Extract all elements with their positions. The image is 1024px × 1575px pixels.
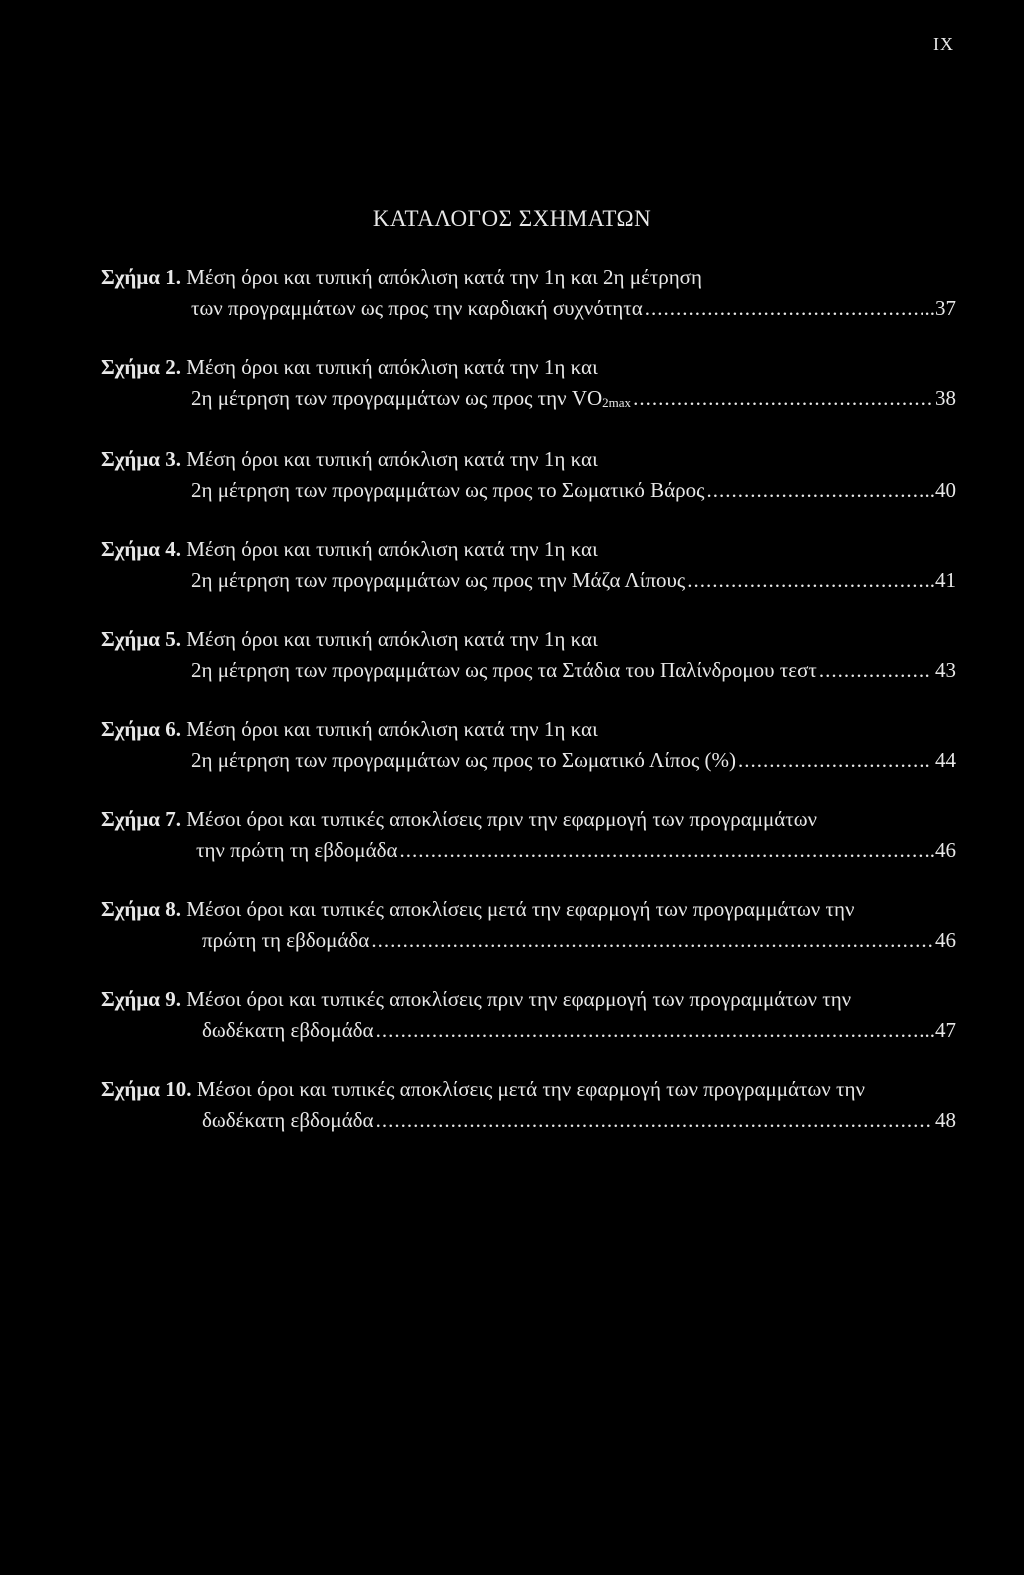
figure-label: Σχήμα 5.	[101, 627, 181, 651]
page-ref: 46	[935, 928, 956, 952]
figure-entry-4	[101, 534, 956, 596]
page-ref: ..41	[924, 568, 956, 592]
figure-caption-line2: 2η μέτρηση των προγραμμάτων ως προς το Σωματικό Λίπος (%)	[191, 748, 736, 772]
figure-entry-8	[101, 894, 956, 956]
dot-leader	[376, 1015, 918, 1046]
figure-caption-line2: πρώτη τη εβδομάδα	[202, 928, 370, 952]
figure-label: Σχήμα 10.	[101, 1077, 192, 1101]
figure-caption-line2: των προγραμμάτων ως προς την καρδιακή συχνότητα	[191, 296, 643, 320]
dot-leader	[645, 293, 923, 324]
dot-leader	[738, 745, 923, 776]
figure-caption-line1: Μέσοι όροι και τυπικές αποκλίσεις πριν την εφαρμογή των προγραμμάτων	[186, 807, 818, 831]
figure-entry-3	[101, 444, 956, 506]
figure-entry-5	[101, 624, 956, 686]
page-ref: . 43	[924, 658, 956, 682]
page-ref: ..46	[924, 838, 956, 862]
figure-caption-line1: Μέσοι όροι και τυπικές αποκλίσεις μετά την εφαρμογή των προγραμμάτων την	[196, 1077, 865, 1101]
page-number: IX	[933, 34, 954, 54]
figure-caption-line1: Μέση όροι και τυπική απόκλιση κατά την 1η και	[186, 447, 598, 471]
figure-caption-line1: Μέσοι όροι και τυπικές αποκλίσεις πριν την εφαρμογή των προγραμμάτων την	[186, 987, 852, 1011]
page-ref: ..37	[924, 296, 956, 320]
page-ref: 48	[935, 1108, 956, 1132]
figure-label: Σχήμα 9.	[101, 987, 181, 1011]
figure-caption-line1: Μέση όροι και τυπική απόκλιση κατά την 1η και	[186, 537, 598, 561]
dot-leader	[399, 835, 922, 866]
figure-caption-line1: Μέσοι όροι και τυπικές αποκλίσεις μετά την εφαρμογή των προγραμμάτων την	[186, 897, 855, 921]
figure-caption-line2: 2η μέτρηση των προγραμμάτων ως προς τα Στάδια του Παλίνδρομου τεστ	[191, 658, 817, 682]
page-ref: ..40	[924, 478, 956, 502]
page-ref: ...47	[919, 1018, 956, 1042]
figure-label: Σχήμα 1.	[101, 265, 181, 289]
figure-caption-line2: 2η μέτρηση των προγραμμάτων ως προς την VO	[191, 386, 603, 410]
figure-entry-7	[101, 804, 956, 866]
figure-label: Σχήμα 2.	[101, 355, 181, 379]
figure-caption-line2: 2η μέτρηση των προγραμμάτων ως προς την Μάζα Λίπους	[191, 568, 686, 592]
dot-leader	[376, 1105, 933, 1136]
page-ref: . 44	[924, 748, 956, 772]
page-title: ΚΑΤΑΛΟΓΟΣ ΣΧΗΜΑΤΩΝ	[372, 206, 652, 231]
figure-entry-10	[101, 1074, 956, 1136]
figure-label: Σχήμα 8.	[101, 897, 181, 921]
figure-label: Σχήμα 4.	[101, 537, 181, 561]
figure-entry-2	[101, 352, 956, 416]
figure-label: Σχήμα 6.	[101, 717, 181, 741]
figure-entry-1	[101, 262, 956, 324]
figure-caption-line2: δωδέκατη εβδομάδα	[202, 1018, 374, 1042]
figure-caption-line2: δωδέκατη εβδομάδα	[202, 1108, 374, 1132]
dot-leader	[819, 655, 923, 686]
dot-leader	[687, 565, 922, 596]
figure-caption-line1: Μέση όροι και τυπική απόκλιση κατά την 1η και	[186, 627, 598, 651]
page-ref: 38	[935, 386, 956, 410]
figure-caption-line2: 2η μέτρηση των προγραμμάτων ως προς το Σωματικό Βάρος	[191, 478, 705, 502]
figure-caption-line2: την πρώτη τη εβδομάδα	[196, 838, 398, 862]
figure-entry-9	[101, 984, 956, 1046]
figure-caption-line1: Μέση όροι και τυπική απόκλιση κατά την 1η και	[186, 717, 598, 741]
dot-leader	[633, 383, 933, 414]
figure-entry-6	[101, 714, 956, 776]
figure-caption-line1: Μέση όροι και τυπική απόκλιση κατά την 1η και	[186, 355, 598, 379]
dot-leader	[706, 475, 922, 506]
figure-label: Σχήμα 3.	[101, 447, 181, 471]
figure-list	[101, 262, 956, 1164]
figure-caption-line1: Μέση όροι και τυπική απόκλιση κατά την 1η και 2η μέτρηση	[186, 265, 702, 289]
figure-label: Σχήμα 7.	[101, 807, 181, 831]
dot-leader	[371, 925, 933, 956]
subscript: 2max	[602, 395, 632, 410]
